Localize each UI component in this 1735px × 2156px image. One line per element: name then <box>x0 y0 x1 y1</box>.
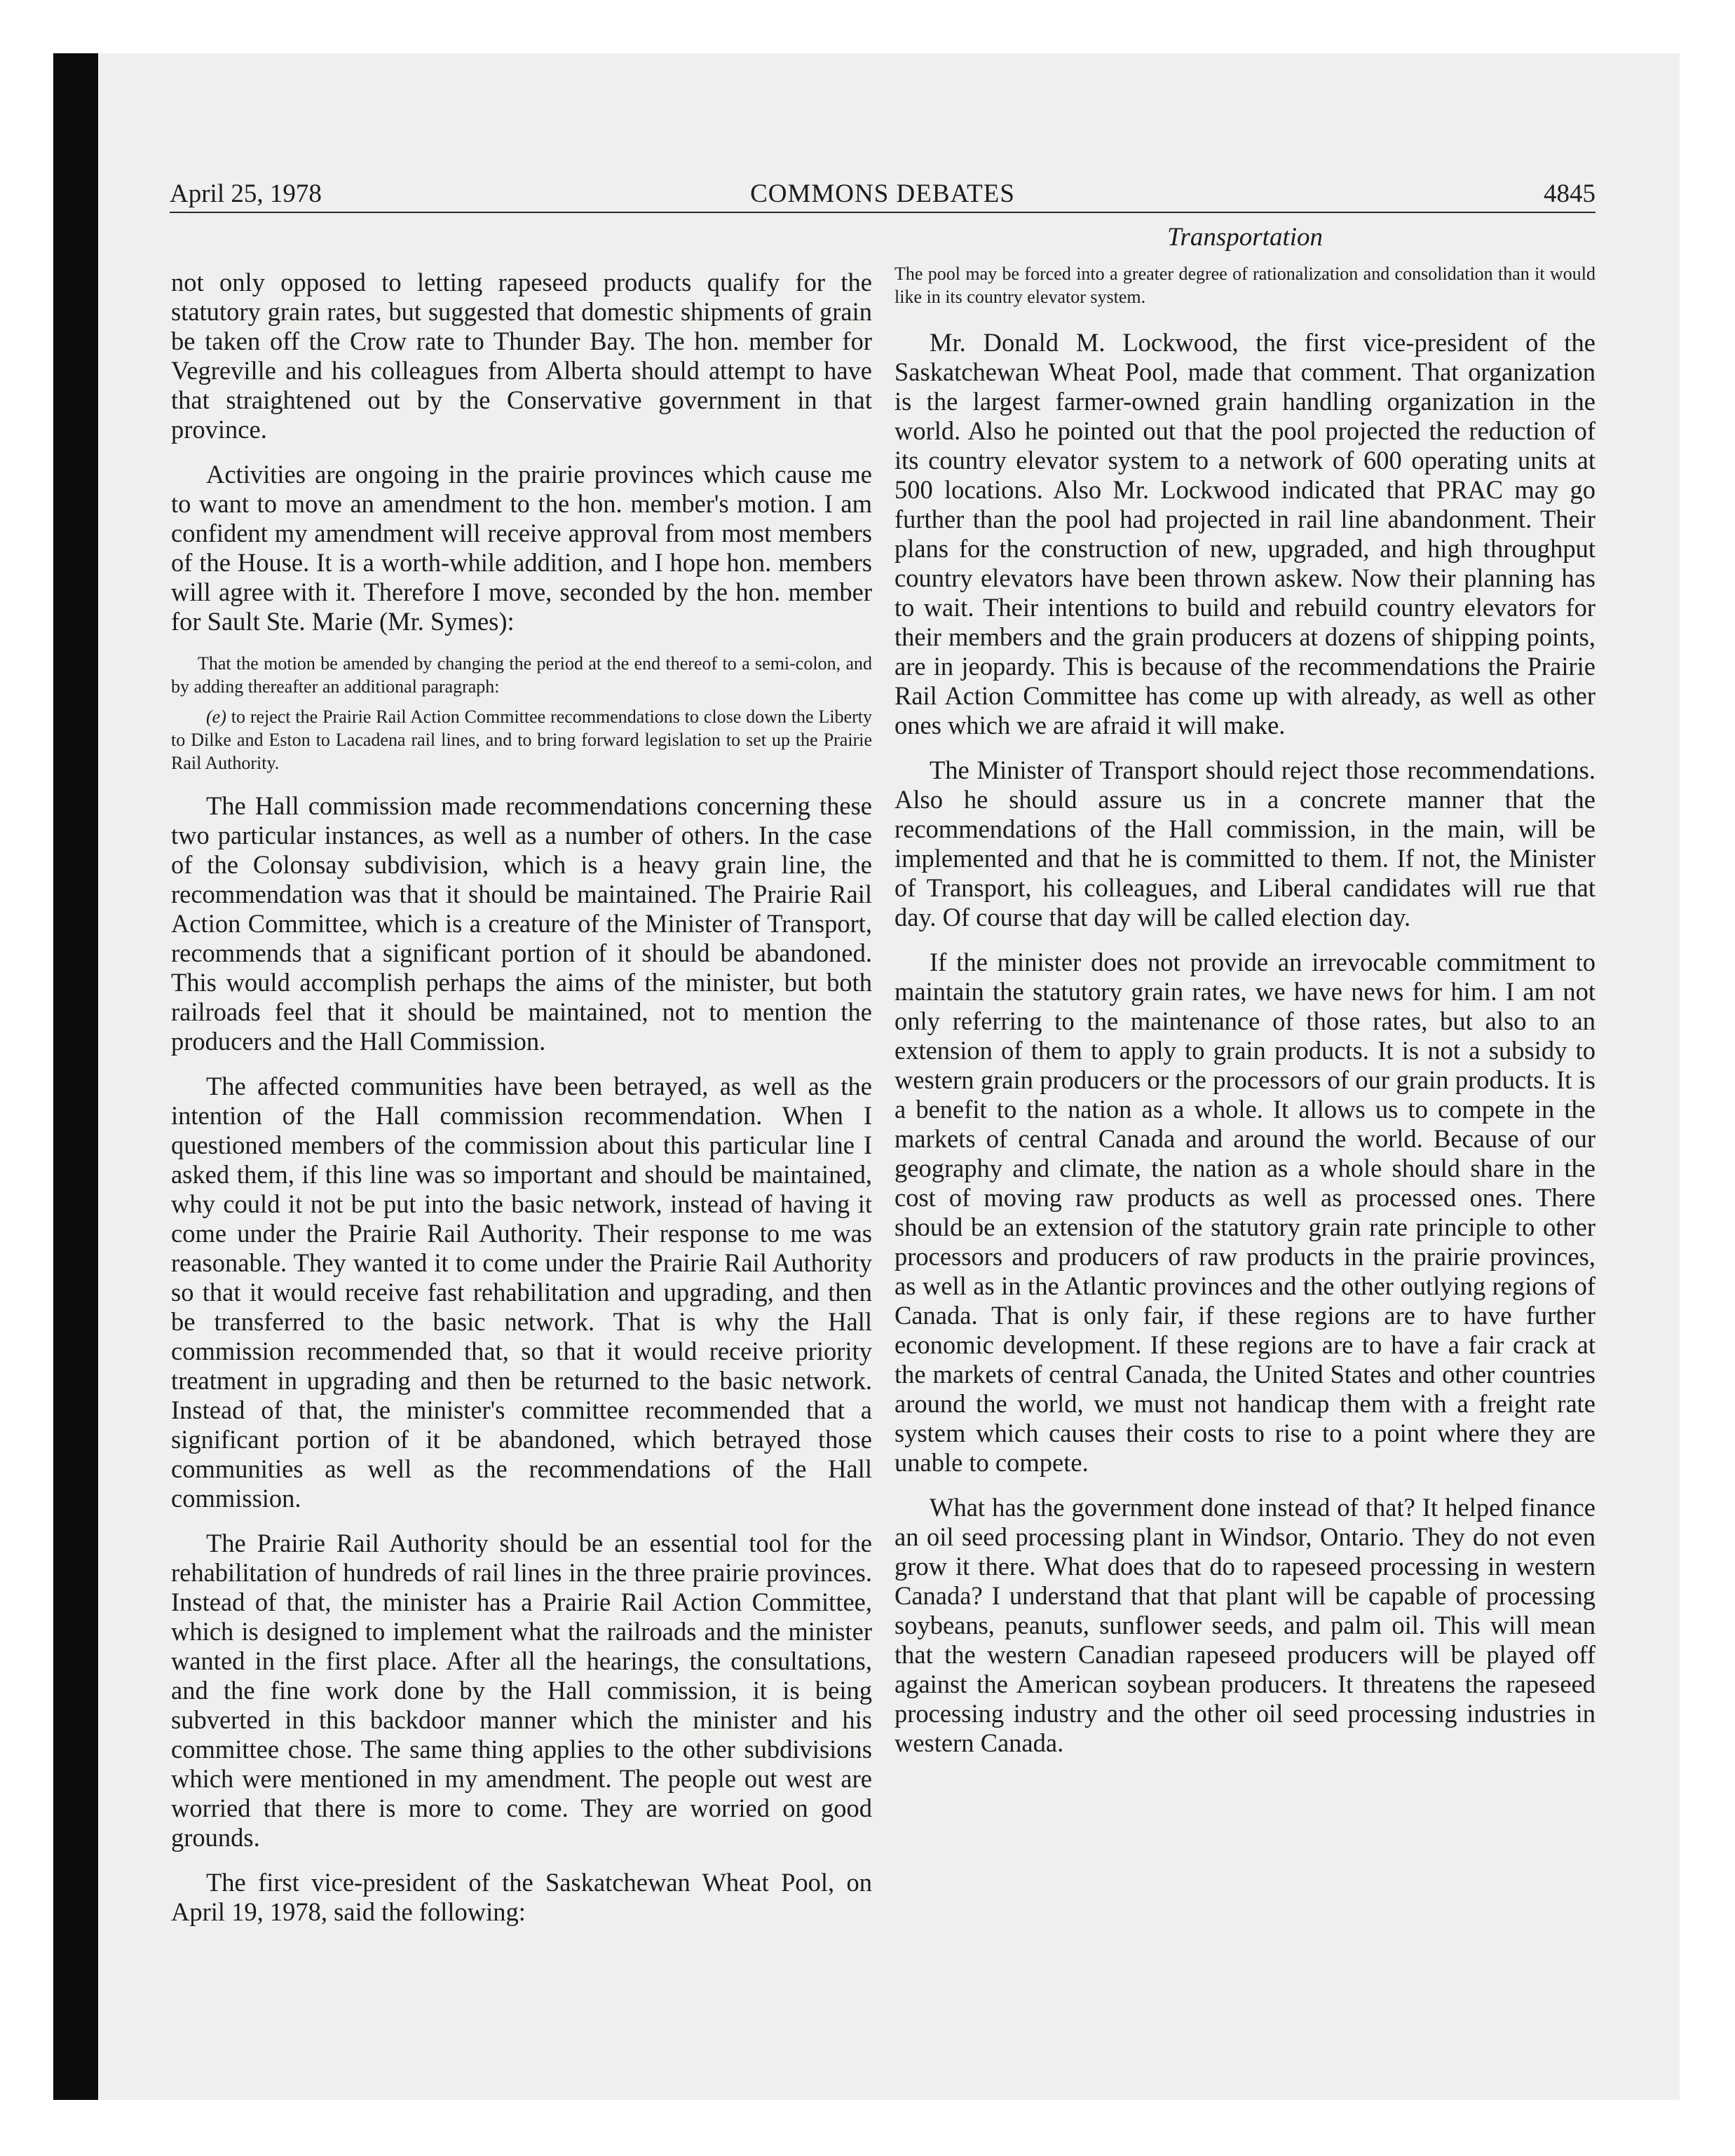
right-column <box>894 221 1595 1773</box>
paragraph: The Minister of Transport should reject those recommendations. Also he should assure us in a concrete manner that the recommendations of the Hall commission, in the main, will be implemented and that he is committed to them. If not, the Minister of Transport, his colleagues, and Liberal candidates will rue that day. Of course that day will be called election day. <box>894 756 1595 932</box>
paragraph: The affected communities have been betrayed, as well as the intention of the Hall commission recommendation. When I questioned members of the commission about this particular line I asked them, if this line was so important and should be maintained, why could it not be put into the basic network, instead of having it come under the Prairie Rail Authority. Their response to me was reasonable. They wanted it to come under the Prairie Rail Authority so that it would receive fast rehabilitation and upgrading, and then be transferred to the basic network. That is why the Hall commission recommended that, so that it would receive priority treatment in upgrading and then be returned to the basic network. Instead of that, the minister's committee recommended that a significant portion of it be abandoned, which betrayed those communities as well as the recommendations of the Hall commission. <box>171 1072 872 1513</box>
binding-edge-shadow <box>53 53 98 2100</box>
section-heading: Transportation <box>1166 223 1324 252</box>
motion-item <box>171 705 872 775</box>
left-column <box>171 268 872 1942</box>
motion-item-label: (e) <box>206 707 226 727</box>
intro-quote: The pool may be forced into a greater degree of rationalization and consolidation than it would like in its country elevator system. <box>894 264 1595 307</box>
header-rule <box>170 212 1595 213</box>
paragraph: The Hall commission made recommendations concerning these two particular instances, as well as a number of others. In the case of the Colonsay subdivision, which is a heavy grain line, the recommendation was that it should be maintained. The Prairie Rail Action Committee, which is a creature of the Minister of Transport, recommends that a significant portion of it should be abandoned. This would accomplish perhaps the aims of the minister, but both railroads feel that it should be maintained, not to mention the producers and the Hall Commission. <box>171 791 872 1056</box>
header-date: April 25, 1978 <box>170 179 322 208</box>
paragraph: The Prairie Rail Authority should be an essential tool for the rehabilitation of hundreds of rail lines in the three prairie provinces. Instead of that, the minister has a Prairie Rail Action Committee, which is designed to implement what the railroads and the minister wanted in the first place. After all the hearings, the consultations, and the fine work done by the Hall commission, it is being subverted in this backdoor manner which the minister and his committee chose. The same thing applies to the other subdivisions which were mentioned in my amendment. The people out west are worried that there is more to come. They are worried on good grounds. <box>171 1529 872 1852</box>
motion-item-text: to reject the Prairie Rail Action Committee recommendations to close down the Liberty to Dilke and Eston to Lacadena rail lines, and to bring forward legislation to set up the Prairie Rail Authority. <box>171 707 872 773</box>
page-header <box>170 174 1595 214</box>
paragraph: not only opposed to letting rapeseed products qualify for the statutory grain rates, but suggested that domestic shipments of grain be taken off the Crow rate to Thunder Bay. The hon. member for Vegreville and his colleagues from Alberta should attempt to have that straightened out by the Conservative government in that province. <box>171 268 872 444</box>
paragraph: If the minister does not provide an irrevocable commitment to maintain the statutory grain rates, we have news for him. I am not only referring to the maintenance of those rates, but also to an extension of them to apply to grain products. It is not a subsidy to western grain producers or the processors of our grain products. It is a benefit to the nation as a whole. It allows us to compete in the markets of central Canada and around the world. Because of our geography and climate, the nation as a whole should share in the cost of moving raw products as well as processed ones. There should be an extension of the statutory grain rate principle to other processors and producers of raw products in the prairie provinces, as well as in the Atlantic provinces and the other outlying regions of Canada. That is only fair, if these regions are to have further economic development. If these regions are to have a fair crack at the markets of central Canada, the United States and other countries around the world, we must not handicap them with a freight rate system which causes their costs to rise to a point where they are unable to compete. <box>894 948 1595 1477</box>
motion-quote: That the motion be amended by changing the period at the end thereof to a semi-colon, and by adding thereafter an additional paragraph: <box>171 653 872 697</box>
paragraph: Mr. Donald M. Lockwood, the first vice-president of the Saskatchewan Wheat Pool, made that comment. That organization is the largest farmer-owned grain handling organization in the world. Also he pointed out that the pool projected the reduction of its country elevator system to a network of 600 operating units at 500 locations. Also Mr. Lockwood indicated that PRAC may go further than the pool had projected in rail line abandonment. Their plans for the construction of new, upgraded, and high throughput country elevators have been thrown askew. Now their planning has to wait. Their intentions to build and rebuild country elevators for their members and the grain producers at dozens of shipping points, are in jeopardy. This is because of the recommendations the Prairie Rail Action Committee has come up with already, as well as other ones which we are afraid it will make. <box>894 328 1595 739</box>
header-title: COMMONS DEBATES <box>750 179 1015 208</box>
paragraph: Activities are ongoing in the prairie provinces which cause me to want to move an amendment to the hon. member's motion. I am confident my amendment will receive approval from most members of the House. It is a worth-while addition, and I hope hon. members will agree with it. Therefore I move, seconded by the hon. member for Sault Ste. Marie (Mr. Symes): <box>171 460 872 636</box>
paragraph: The first vice-president of the Saskatchewan Wheat Pool, on April 19, 1978, said the following: <box>171 1868 872 1926</box>
header-page-number: 4845 <box>1544 179 1595 208</box>
paragraph: What has the government done instead of that? It helped finance an oil seed processing plant in Windsor, Ontario. They do not even grow it there. What does that do to rapeseed processing in western Canada? I understand that that plant will be capable of processing soybeans, peanuts, sunflower seeds, and palm oil. This will mean that the western Canadian rapeseed producers will be played off against the American soybean producers. It threatens the rapeseed processing industry and the other oil seed processing industries in western Canada. <box>894 1493 1595 1757</box>
